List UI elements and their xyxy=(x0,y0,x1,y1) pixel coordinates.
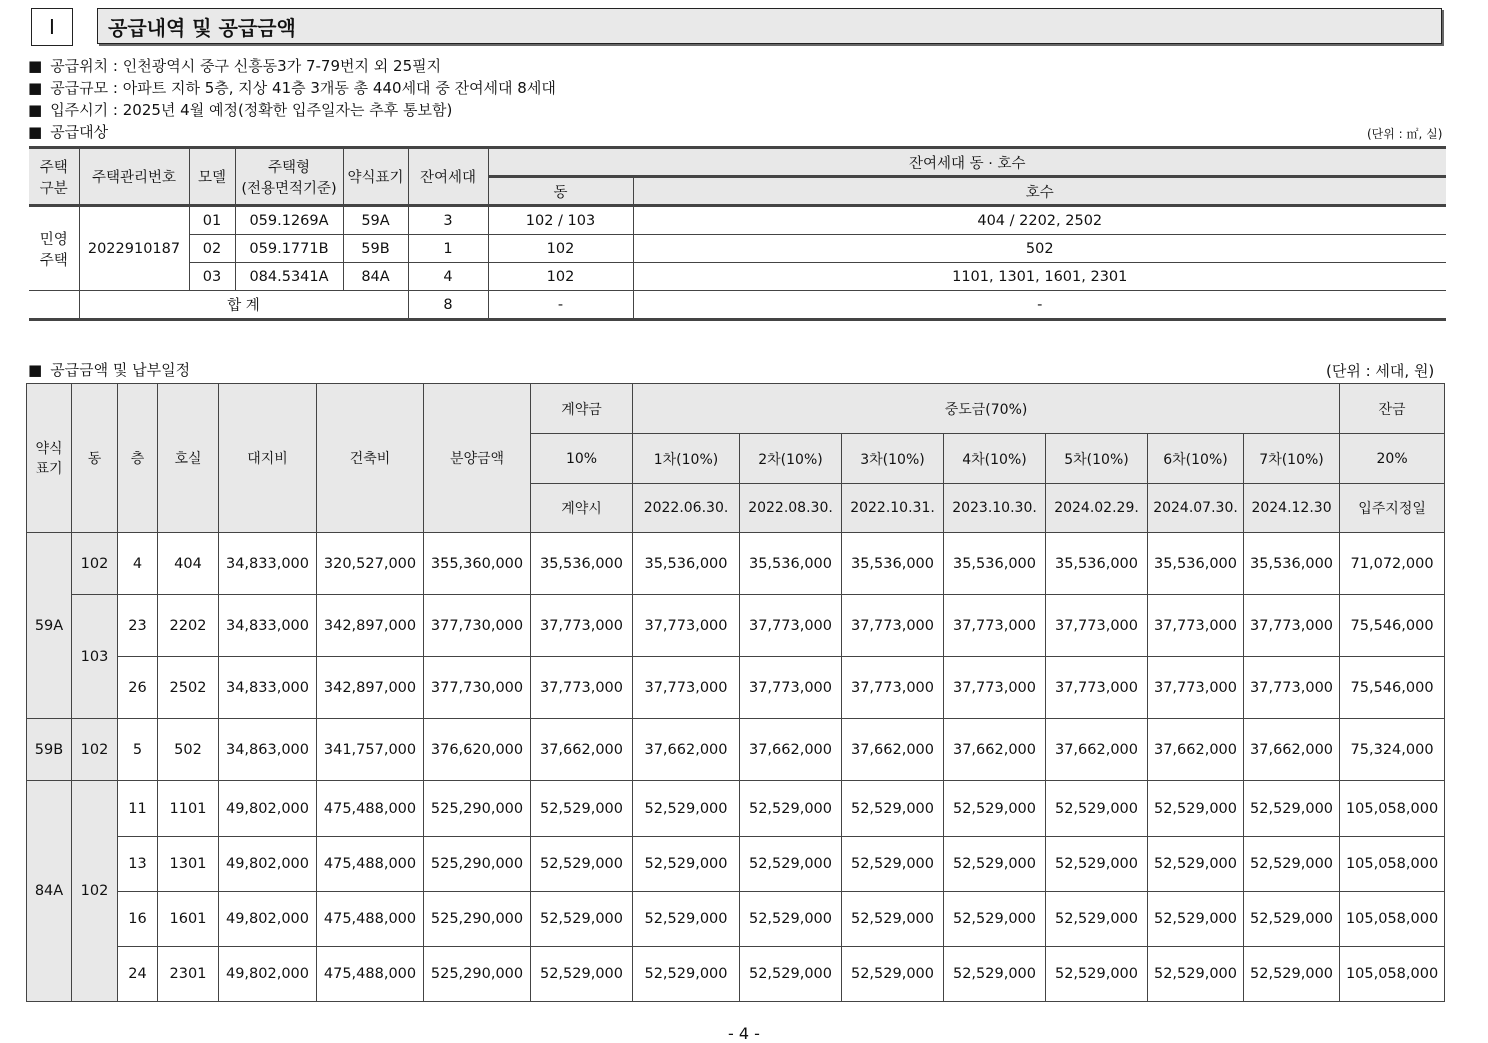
date-cell: 2024.12.30 xyxy=(1244,484,1340,533)
table-row xyxy=(27,781,1445,837)
payment-cell: 105,058,000 xyxy=(1340,892,1445,947)
payment-cell: 75,546,000 xyxy=(1340,657,1445,719)
pct-cell: 4차(10%) xyxy=(944,434,1046,484)
date-cell: 2022.10.31. xyxy=(842,484,944,533)
payment-cell: 52,529,000 xyxy=(1148,781,1244,837)
payment-cell: 37,662,000 xyxy=(842,719,944,781)
header-deposit: 계약금 xyxy=(531,384,633,434)
total-price-cell: 377,730,000 xyxy=(424,657,531,719)
bullet-icon: ■ xyxy=(28,123,43,141)
unit-cell: 404 xyxy=(158,533,219,595)
pct-cell: 1차(10%) xyxy=(633,434,740,484)
remain-cell: 3 xyxy=(408,206,488,235)
building-cost-cell: 341,757,000 xyxy=(317,719,424,781)
payment-cell: 35,536,000 xyxy=(531,533,633,595)
payment-cell: 52,529,000 xyxy=(740,781,842,837)
payment-cell: 52,529,000 xyxy=(1244,892,1340,947)
payment-cell: 35,536,000 xyxy=(944,533,1046,595)
section-number: Ⅰ xyxy=(31,8,73,46)
payment-cell: 37,773,000 xyxy=(633,657,740,719)
payment-cell: 52,529,000 xyxy=(633,781,740,837)
payment-cell: 52,529,000 xyxy=(1148,947,1244,1002)
header-total: 분양금액 xyxy=(424,384,531,533)
unit-cell: 1601 xyxy=(158,892,219,947)
pct-cell: 3차(10%) xyxy=(842,434,944,484)
bullet-icon: ■ xyxy=(28,79,43,97)
header-remain-units: 잔여세대 동 · 호수 xyxy=(488,148,1446,177)
dong-cell: 102 xyxy=(488,263,633,291)
ho-cell: 1101, 1301, 1601, 2301 xyxy=(633,263,1446,291)
table-row xyxy=(29,263,1446,291)
header-dong: 동 xyxy=(72,384,118,533)
total-price-cell: 525,290,000 xyxy=(424,781,531,837)
payment-cell: 75,546,000 xyxy=(1340,595,1445,657)
header-house-no: 주택관리번호 xyxy=(79,148,189,206)
model-cell: 03 xyxy=(189,263,235,291)
date-cell: 입주지정일 xyxy=(1340,484,1445,533)
total-price-cell: 525,290,000 xyxy=(424,947,531,1002)
floor-cell: 11 xyxy=(118,781,158,837)
model-cell: 01 xyxy=(189,206,235,235)
payment-cell: 37,773,000 xyxy=(1148,595,1244,657)
payment-cell: 52,529,000 xyxy=(1244,837,1340,892)
header-remain: 잔여세대 xyxy=(408,148,488,206)
header-abbr: 약식표기 xyxy=(343,148,408,206)
abbr-cell: 59B xyxy=(27,719,72,781)
payment-cell: 35,536,000 xyxy=(1046,533,1148,595)
building-cost-cell: 342,897,000 xyxy=(317,657,424,719)
pct-cell: 10% xyxy=(531,434,633,484)
pct-cell: 2차(10%) xyxy=(740,434,842,484)
payment-cell: 52,529,000 xyxy=(1046,947,1148,1002)
payment-cell: 37,773,000 xyxy=(633,595,740,657)
table-row xyxy=(27,947,1445,1002)
price-table xyxy=(26,383,1445,1002)
payment-cell: 52,529,000 xyxy=(633,892,740,947)
supply-table xyxy=(29,146,1446,321)
payment-cell: 52,529,000 xyxy=(1046,892,1148,947)
payment-cell: 35,536,000 xyxy=(1244,533,1340,595)
payment-cell: 37,773,000 xyxy=(531,657,633,719)
floor-cell: 4 xyxy=(118,533,158,595)
total-price-cell: 376,620,000 xyxy=(424,719,531,781)
header-balance: 잔금 xyxy=(1340,384,1445,434)
header-building: 건축비 xyxy=(317,384,424,533)
building-cost-cell: 475,488,000 xyxy=(317,892,424,947)
payment-cell: 52,529,000 xyxy=(531,947,633,1002)
header-house-type: 주택 구분 xyxy=(29,148,79,206)
table-row xyxy=(27,657,1445,719)
unit-cell: 1101 xyxy=(158,781,219,837)
payment-cell: 52,529,000 xyxy=(740,947,842,1002)
total-label: 합 계 xyxy=(79,291,408,320)
payment-cell: 52,529,000 xyxy=(1244,781,1340,837)
section-title: 공급내역 및 공급금액 xyxy=(97,8,1442,44)
payment-cell: 71,072,000 xyxy=(1340,533,1445,595)
header-unit: 호실 xyxy=(158,384,219,533)
payment-cell: 105,058,000 xyxy=(1340,781,1445,837)
dong-cell: 102 xyxy=(72,533,118,595)
payment-cell: 52,529,000 xyxy=(1046,781,1148,837)
payment-cell: 52,529,000 xyxy=(842,837,944,892)
dong-cell: 102 xyxy=(488,235,633,263)
info-location: ■ 공급위치 : 인천광역시 중구 신흥동3가 7-79번지 외 25필지 xyxy=(28,57,442,75)
bullet-icon: ■ xyxy=(28,101,43,119)
payment-cell: 52,529,000 xyxy=(1046,837,1148,892)
land-cost-cell: 34,833,000 xyxy=(219,657,317,719)
total-price-cell: 377,730,000 xyxy=(424,595,531,657)
header-size: 주택형 (전용면적기준) xyxy=(235,148,343,206)
payment-cell: 52,529,000 xyxy=(842,781,944,837)
payment-cell: 37,662,000 xyxy=(1148,719,1244,781)
remain-cell: 4 xyxy=(408,263,488,291)
dong-cell: 102 xyxy=(72,781,118,1002)
ho-cell: 502 xyxy=(633,235,1446,263)
payment-cell: 37,662,000 xyxy=(1046,719,1148,781)
payment-cell: 37,773,000 xyxy=(1244,595,1340,657)
total-price-cell: 525,290,000 xyxy=(424,892,531,947)
floor-cell: 13 xyxy=(118,837,158,892)
floor-cell: 24 xyxy=(118,947,158,1002)
payment-cell: 52,529,000 xyxy=(1148,837,1244,892)
land-cost-cell: 49,802,000 xyxy=(219,947,317,1002)
total-remain: 8 xyxy=(408,291,488,320)
land-cost-cell: 34,833,000 xyxy=(219,595,317,657)
unit-cell: 2502 xyxy=(158,657,219,719)
payment-cell: 105,058,000 xyxy=(1340,837,1445,892)
abbr-cell: 59B xyxy=(343,235,408,263)
payment-cell: 37,773,000 xyxy=(740,657,842,719)
payment-cell: 37,662,000 xyxy=(633,719,740,781)
table-row xyxy=(27,595,1445,657)
dong-cell: 102 xyxy=(72,719,118,781)
info-target: ■ 공급대상 xyxy=(28,123,109,141)
model-cell: 02 xyxy=(189,235,235,263)
payment-cell: 52,529,000 xyxy=(944,892,1046,947)
building-cost-cell: 475,488,000 xyxy=(317,837,424,892)
table-row xyxy=(29,235,1446,263)
header-land: 대지비 xyxy=(219,384,317,533)
size-cell: 084.5341A xyxy=(235,263,343,291)
header-ho: 호수 xyxy=(633,177,1446,206)
land-cost-cell: 49,802,000 xyxy=(219,837,317,892)
payment-cell: 37,662,000 xyxy=(1244,719,1340,781)
header-floor: 층 xyxy=(118,384,158,533)
unit-cell: 502 xyxy=(158,719,219,781)
abbr-cell: 84A xyxy=(27,781,72,1002)
dong-cell: 102 / 103 xyxy=(488,206,633,235)
payment-cell: 52,529,000 xyxy=(531,781,633,837)
table-row xyxy=(27,892,1445,947)
payment-cell: 52,529,000 xyxy=(842,892,944,947)
payment-cell: 52,529,000 xyxy=(531,892,633,947)
payment-cell: 75,324,000 xyxy=(1340,719,1445,781)
header-dong: 동 xyxy=(488,177,633,206)
header-abbr: 약식 표기 xyxy=(27,384,72,533)
unit-note-price: (단위 : 세대, 원) xyxy=(1326,362,1435,380)
total-blank-cell xyxy=(29,291,79,320)
remain-cell: 1 xyxy=(408,235,488,263)
land-cost-cell: 34,833,000 xyxy=(219,533,317,595)
info-movein: ■ 입주시기 : 2025년 4월 예정(정확한 입주일자는 추후 통보함) xyxy=(28,101,453,119)
abbr-cell: 59A xyxy=(343,206,408,235)
payment-cell: 105,058,000 xyxy=(1340,947,1445,1002)
pct-cell: 20% xyxy=(1340,434,1445,484)
land-cost-cell: 49,802,000 xyxy=(219,781,317,837)
unit-cell: 1301 xyxy=(158,837,219,892)
abbr-cell: 59A xyxy=(27,533,72,719)
payment-cell: 37,773,000 xyxy=(740,595,842,657)
floor-cell: 23 xyxy=(118,595,158,657)
payment-cell: 37,773,000 xyxy=(842,657,944,719)
payment-cell: 52,529,000 xyxy=(944,781,1046,837)
table-row xyxy=(27,837,1445,892)
header-model: 모델 xyxy=(189,148,235,206)
bullet-icon: ■ xyxy=(28,57,43,75)
payment-cell: 37,773,000 xyxy=(944,595,1046,657)
dong-cell: 103 xyxy=(72,595,118,719)
size-cell: 059.1771B xyxy=(235,235,343,263)
payment-cell: 37,773,000 xyxy=(842,595,944,657)
price-section-title: ■ 공급금액 및 납부일정 xyxy=(28,361,191,379)
payment-cell: 37,773,000 xyxy=(1046,657,1148,719)
payment-cell: 52,529,000 xyxy=(944,947,1046,1002)
payment-cell: 52,529,000 xyxy=(740,837,842,892)
unit-cell: 2301 xyxy=(158,947,219,1002)
date-cell: 2022.06.30. xyxy=(633,484,740,533)
payment-cell: 37,662,000 xyxy=(944,719,1046,781)
bullet-icon: ■ xyxy=(28,361,43,379)
floor-cell: 26 xyxy=(118,657,158,719)
unit-note-area: (단위 : ㎡, 실) xyxy=(1367,127,1443,141)
payment-cell: 52,529,000 xyxy=(1244,947,1340,1002)
payment-cell: 35,536,000 xyxy=(1148,533,1244,595)
building-cost-cell: 475,488,000 xyxy=(317,947,424,1002)
page-number: - 4 - xyxy=(728,1024,760,1043)
payment-cell: 52,529,000 xyxy=(740,892,842,947)
payment-cell: 52,529,000 xyxy=(633,837,740,892)
payment-cell: 37,773,000 xyxy=(944,657,1046,719)
house-no-cell: 2022910187 xyxy=(79,206,189,291)
floor-cell: 16 xyxy=(118,892,158,947)
building-cost-cell: 475,488,000 xyxy=(317,781,424,837)
info-scale: ■ 공급규모 : 아파트 지하 5층, 지상 41층 3개동 총 440세대 중 잔여세대 8세대 xyxy=(28,79,556,97)
payment-cell: 37,662,000 xyxy=(531,719,633,781)
table-row xyxy=(27,719,1445,781)
payment-cell: 35,536,000 xyxy=(633,533,740,595)
date-cell: 2022.08.30. xyxy=(740,484,842,533)
building-cost-cell: 342,897,000 xyxy=(317,595,424,657)
total-dong: - xyxy=(488,291,633,320)
building-cost-cell: 320,527,000 xyxy=(317,533,424,595)
pct-cell: 5차(10%) xyxy=(1046,434,1148,484)
payment-cell: 37,773,000 xyxy=(1244,657,1340,719)
table-row xyxy=(29,206,1446,235)
size-cell: 059.1269A xyxy=(235,206,343,235)
total-ho: - xyxy=(633,291,1446,320)
section-header xyxy=(31,8,1446,46)
payment-cell: 37,773,000 xyxy=(1046,595,1148,657)
abbr-cell: 84A xyxy=(343,263,408,291)
payment-cell: 35,536,000 xyxy=(740,533,842,595)
date-cell: 2024.07.30. xyxy=(1148,484,1244,533)
ho-cell: 404 / 2202, 2502 xyxy=(633,206,1446,235)
total-price-cell: 355,360,000 xyxy=(424,533,531,595)
payment-cell: 37,662,000 xyxy=(740,719,842,781)
land-cost-cell: 34,863,000 xyxy=(219,719,317,781)
floor-cell: 5 xyxy=(118,719,158,781)
total-price-cell: 525,290,000 xyxy=(424,837,531,892)
payment-cell: 52,529,000 xyxy=(842,947,944,1002)
payment-cell: 52,529,000 xyxy=(633,947,740,1002)
unit-cell: 2202 xyxy=(158,595,219,657)
pct-cell: 6차(10%) xyxy=(1148,434,1244,484)
date-cell: 계약시 xyxy=(531,484,633,533)
date-cell: 2023.10.30. xyxy=(944,484,1046,533)
header-middle: 중도금(70%) xyxy=(633,384,1340,434)
payment-cell: 35,536,000 xyxy=(842,533,944,595)
payment-cell: 52,529,000 xyxy=(1148,892,1244,947)
payment-cell: 37,773,000 xyxy=(531,595,633,657)
payment-cell: 52,529,000 xyxy=(531,837,633,892)
land-cost-cell: 49,802,000 xyxy=(219,892,317,947)
house-type-cell: 민영 주택 xyxy=(29,206,79,291)
payment-cell: 52,529,000 xyxy=(944,837,1046,892)
payment-cell: 37,773,000 xyxy=(1148,657,1244,719)
date-cell: 2024.02.29. xyxy=(1046,484,1148,533)
total-row xyxy=(29,291,1446,320)
table-row xyxy=(27,533,1445,595)
pct-cell: 7차(10%) xyxy=(1244,434,1340,484)
